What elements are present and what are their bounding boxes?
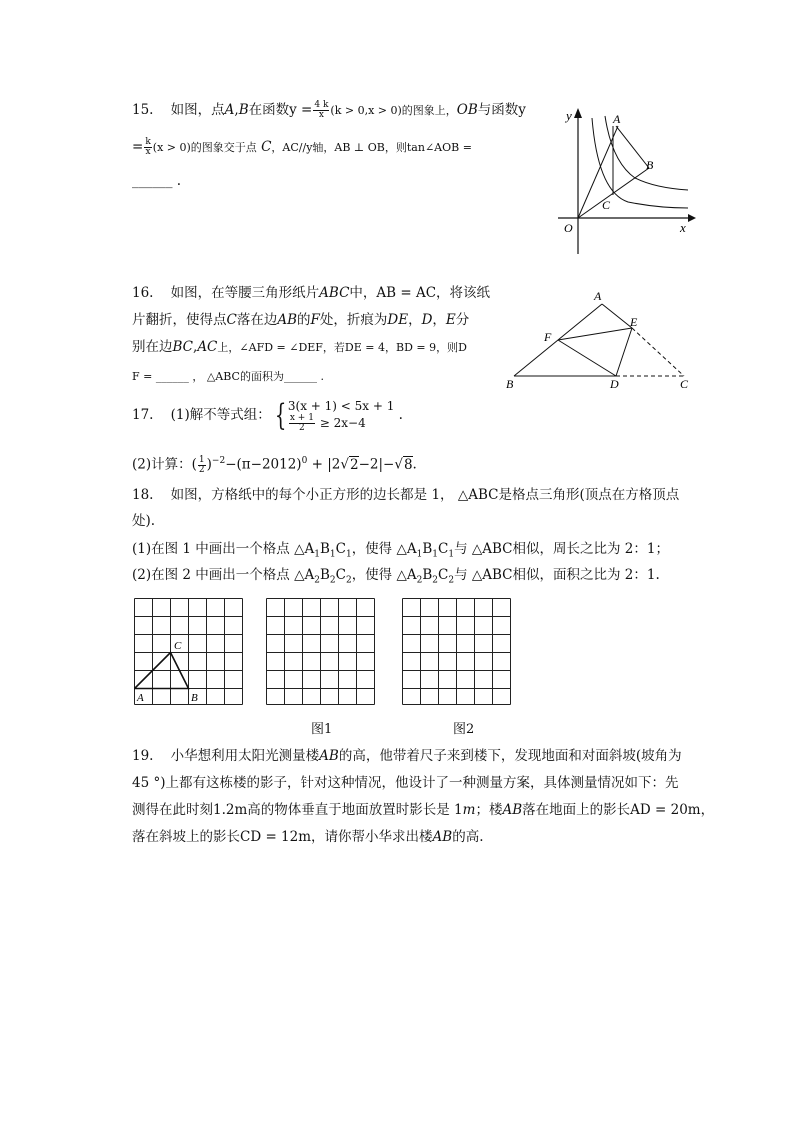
q16-line-4: F = ______ ， △ABC的面积为______ .	[132, 370, 324, 383]
q17-part1-label: (1)解不等式组：	[170, 407, 271, 423]
q19-text: 的高，他带着尺子来到楼下，发现地面和对面斜坡(坡角为	[338, 748, 682, 764]
system-brace: {	[274, 397, 287, 433]
label-b: B	[506, 377, 514, 391]
label-c: C	[602, 198, 611, 212]
q16-var: F	[310, 312, 320, 328]
label-a: A	[613, 112, 621, 126]
q16-text: 分	[455, 312, 470, 328]
q16-text: 片翻折，使得点	[132, 312, 227, 328]
q15-comma: ,	[234, 102, 239, 118]
q16-text: ，	[408, 312, 422, 328]
segment-ae	[602, 304, 632, 328]
caption-figure-2: 图2	[453, 722, 475, 737]
q19-var: AB	[319, 748, 339, 764]
q15-answer-blank: ______ .	[132, 173, 182, 189]
q17-number: 17.	[132, 407, 154, 423]
q15-var-b: B	[238, 102, 249, 118]
caption-figure-1: 图1	[311, 722, 333, 737]
q15-text: =	[132, 139, 144, 155]
q16-text: 落在边	[236, 312, 278, 328]
grid-figure-2	[402, 598, 512, 706]
label-b: B	[646, 158, 654, 172]
x-axis-arrow	[688, 214, 696, 222]
q15-text: (k > 0,x > 0)的图象上，	[330, 104, 457, 117]
label-d: D	[610, 377, 619, 391]
q19-line-2: 45 °)上都有这栋楼的影子，针对这种情况，他设计了一种测量方案，具体测量情况如下：先	[132, 775, 679, 791]
q18-line-2: 处).	[132, 513, 156, 529]
q15-var-ob: OB	[456, 102, 478, 118]
q18-line-3: (1)在图 1 中画出一个格点 $\triangle A_1B_1C_1$，使得 $\triangle A_1B_1C_1$与 △ABC相似，周长之比为 2：1；	[132, 541, 669, 560]
q16-number: 16.	[132, 285, 154, 301]
q19-line-4: 落在斜坡上的影长CD = 12m，请你帮小华求出楼AB的高.	[132, 829, 484, 845]
q15-var-a: A	[224, 102, 235, 118]
q15-text: 与函数y	[477, 102, 526, 118]
grid-figure-1	[266, 598, 380, 706]
label-b: B	[191, 692, 198, 704]
label-a: A	[594, 290, 602, 303]
q15-fraction-k-x: $\frac{k}{x}$	[145, 137, 151, 157]
label-a: A	[137, 692, 144, 704]
segment-ab	[616, 126, 649, 168]
segment-ed	[616, 328, 632, 376]
q17-line-2: (2)计算：( $\frac{1}{2}$ )$^{-2}-(\pi-2012)^0 + |2√2-2|-√8$.	[132, 454, 417, 475]
q18-number: 18.	[132, 487, 154, 503]
q17-line-1	[132, 398, 403, 433]
q16-var: BC	[172, 339, 194, 355]
q19-number: 19.	[132, 748, 154, 764]
label-c: C	[174, 640, 182, 652]
q16-var: ABC	[319, 285, 350, 301]
segment-ec-dashed	[632, 328, 684, 376]
q16-line-1	[132, 284, 490, 302]
grid-given-triangle	[134, 598, 246, 706]
inequality-1: 3(x + 1) < 5x + 1	[287, 398, 395, 413]
label-e: E	[630, 315, 638, 329]
q16-line-3	[132, 338, 467, 357]
label-x: x	[680, 220, 686, 235]
q15-var-c: C	[261, 139, 272, 155]
q15-text: 如图，点	[170, 102, 225, 118]
q16-var: C	[226, 312, 237, 328]
q15-line-2	[132, 138, 472, 157]
label-c: C	[680, 377, 689, 391]
q19-line-1	[132, 747, 682, 765]
q15-number: 15.	[132, 102, 154, 118]
q16-text: 上，∠AFD = ∠DEF，若DE = 4，BD = 9，则D	[217, 341, 467, 354]
q16-figure	[498, 290, 702, 394]
q16-var: AB	[277, 312, 298, 328]
q16-text: 处，折痕为	[319, 312, 388, 328]
q16-text: 别在边	[132, 339, 173, 355]
q16-var: D	[421, 312, 433, 328]
q16-text: 的	[297, 312, 311, 328]
label-y: y	[566, 108, 572, 123]
q15-text: (x > 0)的图象交于点	[152, 141, 257, 154]
q16-line-2	[132, 311, 469, 329]
q15-text: 在函数y =	[248, 102, 313, 118]
inequality-2: $\frac{x + 1}{2}$ ≥ 2x−4	[289, 412, 366, 433]
q17-dot: .	[398, 407, 403, 423]
q17-part2-label: (2)计算：(	[132, 456, 197, 473]
q16-text: ,	[193, 339, 198, 355]
q16-text: ，	[432, 312, 446, 328]
q19-line-3: 测得在此时刻1.2m高的物体垂直于地面放置时影长是 1m；楼AB落在地面上的影长AD = 20m，	[132, 802, 715, 818]
q15-line-1	[132, 101, 526, 120]
q18-text: 如图，方格纸中的每个小正方形的边长都是 1， △ABC是格点三角形(顶点在方格顶点	[170, 487, 680, 503]
label-o: O	[564, 221, 573, 235]
q15-figure	[540, 104, 700, 258]
q16-text: 中，AB = AC，将该纸	[349, 285, 491, 301]
q16-var: E	[445, 312, 456, 328]
q19-text: 小华想利用太阳光测量楼	[170, 748, 320, 764]
q15-text: ，AC//y轴，AB ⊥ OB，则tan∠AOB =	[271, 141, 472, 154]
label-f: F	[544, 330, 552, 344]
q15-fraction-4k-x: $\frac{4 k}{x}$	[314, 100, 329, 120]
segment-fd	[558, 340, 616, 376]
q16-var: DE	[387, 312, 409, 328]
curve-k-x	[592, 118, 688, 208]
q18-line-4: (2)在图 2 中画出一个格点 $\triangle A_2B_2C_2$，使得 $\triangle A_2B_2C_2$与 △ABC相似，面积之比为 2：1.	[132, 567, 660, 586]
q16-text: 如图，在等腰三角形纸片	[170, 285, 320, 301]
q16-var: AC	[197, 339, 218, 355]
q18-line-1	[132, 486, 679, 504]
y-axis-arrow	[574, 108, 582, 118]
inequality-system	[288, 399, 395, 433]
segment-fe	[558, 328, 632, 340]
